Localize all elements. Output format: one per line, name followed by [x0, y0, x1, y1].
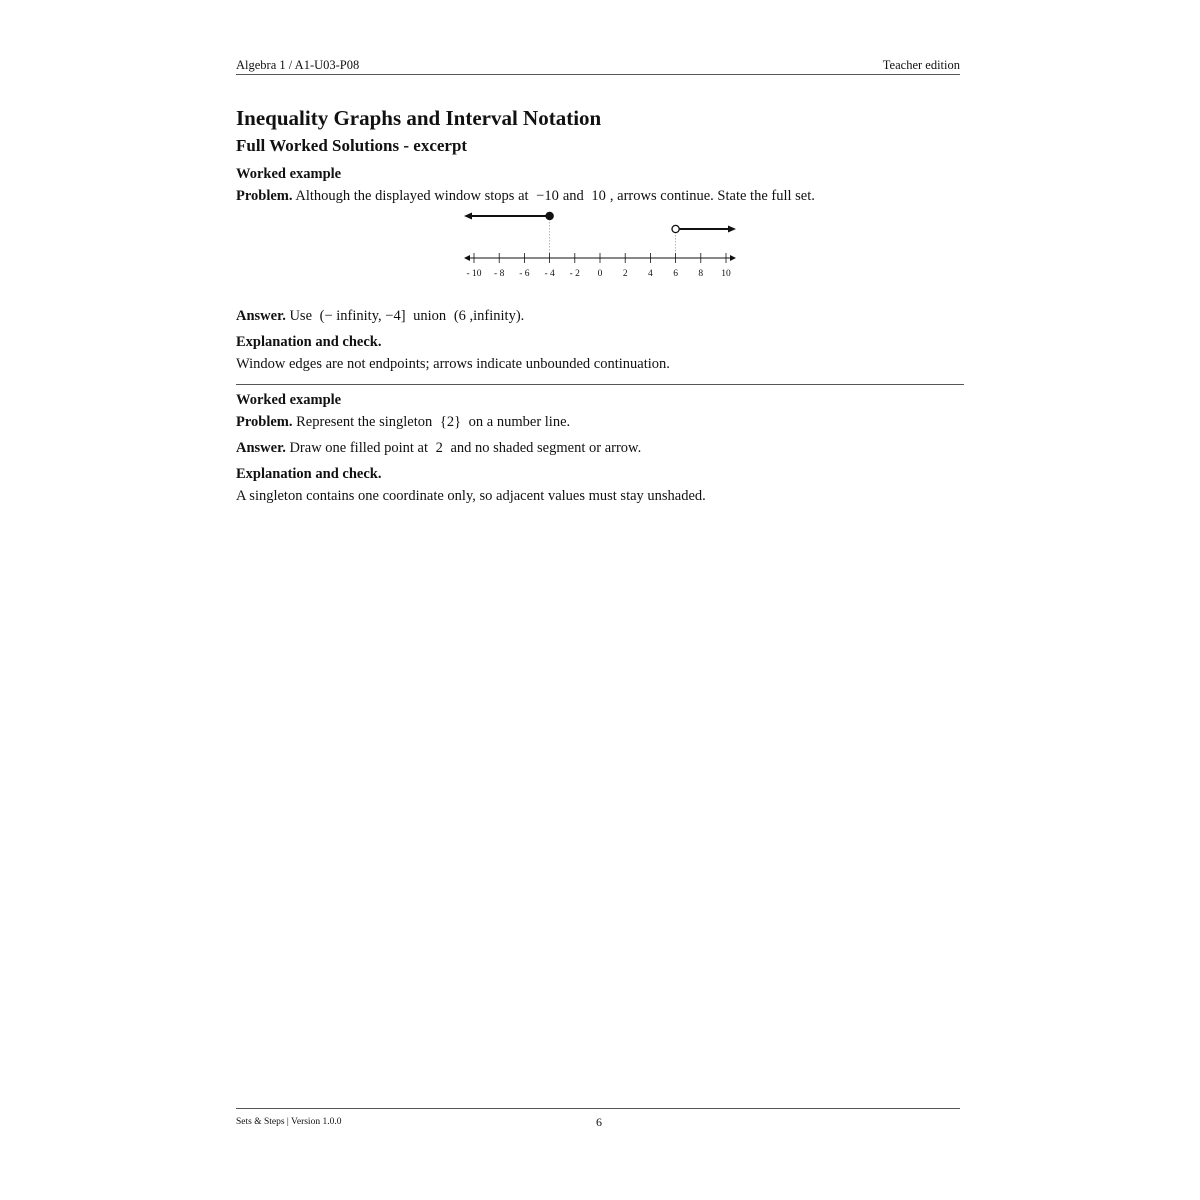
ray-arrow	[464, 213, 472, 220]
page-subtitle: Full Worked Solutions - excerpt	[236, 136, 468, 155]
answer-text: Draw one filled point at	[289, 440, 428, 456]
explanation-heading: Explanation and check.	[236, 334, 382, 350]
example-heading: Worked example	[236, 166, 342, 182]
example-problem	[236, 186, 964, 206]
problem-label: Problem.	[236, 188, 293, 204]
problem-text: Represent the singleton	[296, 414, 433, 430]
page-content	[236, 104, 964, 506]
answer-text: union	[413, 308, 447, 324]
tick-label: - 2	[569, 269, 580, 279]
problem-math: {2}	[439, 414, 462, 430]
ray-arrow	[728, 226, 736, 233]
running-header	[236, 58, 960, 75]
problem-text: Although the displayed window stops at	[295, 188, 529, 204]
tick-label: 10	[721, 269, 731, 279]
page-title: Inequality Graphs and Interval Notation	[236, 106, 602, 130]
explanation-text: A singleton contains one coordinate only, so adjacent values must stay unshaded.	[236, 488, 706, 504]
problem-math: 10	[591, 188, 606, 204]
example-problem	[236, 412, 964, 432]
answer-math: (− infinity, −4]	[319, 308, 406, 324]
tick-label: - 10	[466, 269, 482, 279]
answer-text: and no shaded segment or arrow.	[450, 440, 642, 456]
tick-label: - 8	[494, 269, 505, 279]
problem-math: −10	[536, 188, 559, 204]
answer-math: (6 ,infinity).	[453, 308, 525, 324]
header-edition: Teacher edition	[882, 58, 960, 72]
number-line-figure	[236, 208, 964, 306]
example-answer	[236, 306, 964, 326]
open-endpoint	[672, 225, 679, 232]
answer-label: Answer.	[236, 308, 286, 324]
answer-math: 2	[435, 440, 443, 456]
explanation-heading: Explanation and check.	[236, 466, 382, 482]
tick-label: - 4	[544, 269, 555, 279]
running-footer	[236, 1108, 960, 1129]
example-answer	[236, 438, 964, 458]
problem-text: on a number line.	[468, 414, 571, 430]
footer-version: Sets & Steps | Version 1.0.0	[236, 1117, 342, 1127]
explanation-text: Window edges are not endpoints; arrows indicate unbounded continuation.	[236, 356, 670, 372]
axis-arrow-right	[730, 255, 736, 261]
tick-label: 6	[673, 269, 678, 279]
tick-label: 8	[698, 269, 704, 279]
tick-label: 4	[648, 269, 653, 279]
problem-label: Problem.	[236, 414, 293, 430]
example-heading: Worked example	[236, 392, 342, 408]
tick-label: 2	[622, 269, 628, 279]
answer-label: Answer.	[236, 440, 286, 456]
header-course: Algebra 1 / A1-U03-P08	[236, 58, 360, 72]
section-divider	[236, 384, 964, 385]
closed-endpoint	[546, 212, 553, 219]
problem-text: and	[562, 188, 584, 204]
problem-text: , arrows continue. State the full set.	[609, 188, 815, 204]
tick-label: 0	[597, 269, 603, 279]
number-line	[236, 208, 964, 306]
axis-arrow-left	[464, 255, 470, 261]
page-number: 6	[596, 1115, 602, 1129]
tick-label: - 6	[519, 269, 530, 279]
answer-text: Use	[289, 308, 313, 324]
